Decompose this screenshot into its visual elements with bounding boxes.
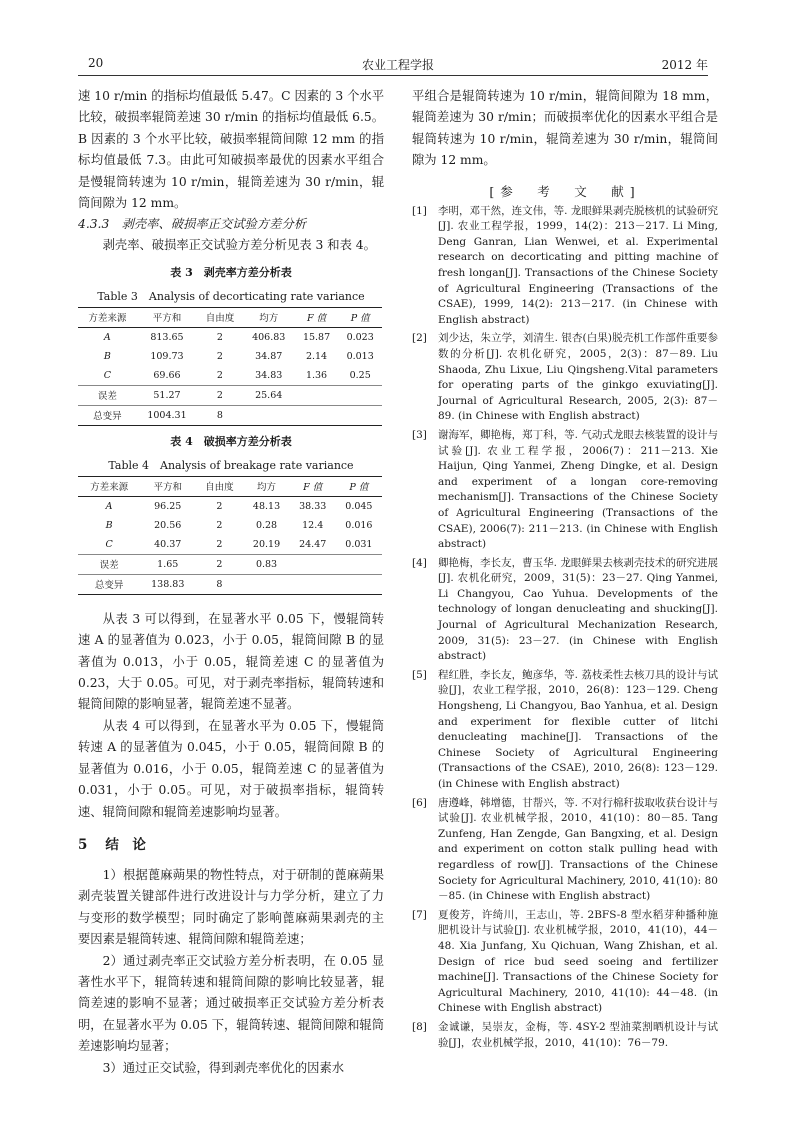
table-cell: 1.65 [140, 554, 195, 574]
table-row [78, 366, 382, 386]
col-header: F 值 [303, 482, 323, 494]
reference-item [412, 796, 718, 905]
table-cell [243, 405, 295, 425]
table-cell: 25.64 [243, 385, 295, 405]
reference-item [412, 1020, 718, 1051]
table-cell: 20.19 [252, 538, 281, 550]
table4-title-cn: 表 4 破损率方差分析表 [170, 434, 292, 448]
table-cell: 69.66 [153, 369, 181, 381]
table-cell [338, 405, 382, 425]
journal-year: 2012 年 [661, 58, 708, 72]
table-cell: A [103, 331, 111, 343]
reference-number: [6] [412, 796, 427, 809]
table-cell: 0.013 [346, 350, 374, 362]
col-header: 方差来源 [88, 313, 127, 325]
reference-number: [1] [412, 204, 427, 217]
table-cell [243, 574, 289, 594]
conclusion-1: 1）根据蓖麻蒴果的物性特点，对于研制的蓖麻蒴果剥壳装置关键部件进行改进设计与力学分析，建立了力与变形的数学模型；同时确定了影响蓖麻蒴果剥壳的主要因素是辊筒转速、辊筒间隙和辊筒差速； [78, 867, 384, 947]
table-cell: 38.33 [299, 500, 327, 512]
table-cell: 20.56 [154, 519, 182, 531]
reference-number: [7] [412, 908, 427, 921]
col-header: 平方和 [152, 313, 182, 325]
table-row [78, 574, 382, 594]
table3 [78, 307, 382, 426]
table4 [78, 476, 382, 595]
table-cell: 总变异 [78, 574, 140, 594]
subsection-text: 剥壳率、破损率正交试验方差分析见表 3 和表 4。 [102, 238, 376, 253]
table-row [78, 405, 382, 425]
col-header: 自由度 [205, 313, 235, 325]
table-cell: 1.36 [305, 369, 328, 381]
table-cell [295, 385, 339, 405]
reference-item [412, 908, 718, 1017]
section5-number: 5 [78, 836, 88, 853]
col-header: 自由度 [205, 482, 234, 494]
table-row [78, 554, 382, 574]
col-header: P 值 [349, 482, 369, 494]
reference-text: 金诚谦，吴崇友，金梅，等. 4SY-2 型油菜割晒机设计与试验[J]，农业机械学报，2010，41(10)：76－79. [438, 1020, 718, 1049]
intro-paragraph: 速 10 r/min 的指标均值最低 5.47。C 因素的 3 个水平比较，破损率辊筒差速 30 r/min 的指标均值最低 6.5。B 因素的 3 个水平比较，破损率辊筒间隙 12 mm 的指标均值最低 7.3。由此可知破损率最优的因素水平组合是慢辊筒转速为 10 r/min，辊筒差速为 30 r/min，辊筒间隙为 12 mm。 [78, 89, 384, 211]
table-header-row [78, 307, 382, 327]
table-cell: 0.031 [345, 538, 373, 550]
right-column [412, 86, 718, 1054]
table-cell: 0.25 [349, 369, 371, 381]
table-cell [336, 554, 382, 574]
header-rule [78, 75, 708, 76]
table-cell: 误差 [78, 554, 140, 574]
table-cell: 1004.31 [137, 405, 198, 425]
references-title: [参 考 文 献] [489, 183, 641, 199]
reference-number: [5] [412, 668, 427, 681]
col-header: 均方 [259, 313, 279, 325]
table-row [78, 535, 382, 555]
reference-text: 卿艳梅，李长友，曹玉华. 龙眼鲜果去核剥壳技术的研究进展[J]. 农机化研究，2009，31(5)：23－27. Qing Yanmei, Li Changyou, Cao Yuhua. Developments of the technology of longan denucleating and shucking[J]. Journal of Agricultural Mechanization Research, 2009, 31(5): 23－27. (in Chinese with English abstract) [438, 556, 718, 663]
table-cell: 0.045 [345, 500, 373, 512]
table-row [78, 327, 382, 347]
reference-text: 夏俊芳，许绮川，王志山，等. 2BFS-8 型水稻芽种播种施肥机设计与试验[J]. 农业机械学报，2010，41(10)，44－48. Xia Junfang, Xu Qichuan, Wang Zhishan, et al. Design of rice bud seed soeing and fertilizer machine[J]. Transactions of the Chinese Society for Agricultural Machinery, 2010, 41(10): 44－48. (in Chinese with English abstract) [438, 908, 718, 1015]
table-header-row [78, 476, 382, 496]
table-cell: 误差 [78, 385, 137, 405]
reference-item [412, 331, 718, 425]
table3-title-en: Table 3 Analysis of decorticating rate variance [97, 289, 365, 303]
table-cell: 12.4 [302, 519, 324, 531]
table-cell [338, 385, 382, 405]
page-number: 20 [88, 56, 104, 70]
table-cell: 8 [195, 574, 243, 594]
table-cell: 24.47 [299, 538, 327, 550]
table-cell: 15.87 [302, 331, 331, 343]
reference-item [412, 668, 718, 793]
table-cell: 34.83 [255, 369, 283, 381]
table-row [78, 516, 382, 535]
table-cell: 0.83 [243, 554, 289, 574]
reference-number: [8] [412, 1020, 427, 1033]
table-cell: 40.37 [154, 538, 182, 550]
table-row [78, 347, 382, 366]
col-header: 平方和 [153, 482, 182, 494]
col-header: F 值 [306, 313, 327, 325]
table3-discussion: 从表 3 可以得到，在显著水平 0.05 下，慢辊筒转速 A 的显著值为 0.023，小于 0.05，辊筒间隙 B 的显著值为 0.013，小于 0.05，辊筒差速 C 的显著值为 0.23，大于 0.05。可见，对于剥壳率指标，辊筒转速和辊筒间隙的影响显著，辊筒差速不显著。 [78, 611, 384, 712]
reference-item [412, 428, 718, 553]
table4-discussion: 从表 4 可以得到，在显著水平为 0.05 下，慢辊筒转速 A 的显著值为 0.045，小于 0.05，辊筒间隙 B 的显著值为 0.016，小于 0.05，辊筒差速 C 的显著值为 0.031，小于 0.05。可见，对于破损率指标，辊筒转速、辊筒间隙和辊筒差速影响均显著。 [78, 718, 384, 819]
reference-number: [2] [412, 332, 427, 345]
reference-text: 程红胜，李长友，鲍彦华，等. 荔枝柔性去核刀具的设计与试验[J]，农业工程学报，2010，26(8)：123－129. Cheng Hongsheng, Li Changyou, Bao Yanhua, et al. Design and experiment for flexible cutter of litchi denucleating machine[J]. Transactions of the Chinese Society of Agricultural Engineering (Transactions of the CSAE), 2010, 26(8): 123－129. (in Chinese with English abstract) [438, 668, 718, 790]
conclusion-2: 2）通过剥壳率正交试验方差分析表明，在 0.05 显著性水平下，辊筒转速和辊筒间隙的影响比较显著，辊筒差速的影响不显著；通过破损率正交试验方差分析表明，在显著水平为 0.05 下，辊筒转速、辊筒间隙和辊筒差速影响均显著； [78, 953, 384, 1054]
table-cell: 51.27 [137, 385, 198, 405]
conclusion-continuation: 平组合是辊筒转速为 10 r/min，辊筒间隙为 18 mm，辊筒差速为 30 r/min；而破损率优化的因素水平组合是辊筒转速为 10 r/min，辊筒差速为 30 r/min，辊筒间隙为 12 mm。 [412, 89, 718, 168]
reference-number: [3] [412, 428, 427, 441]
table-cell: 2 [216, 331, 223, 343]
col-header: 均方 [257, 482, 277, 494]
subsection-heading: 4.3.3 剥壳率、破损率正交试验方差分析 [78, 217, 307, 232]
table-cell: 总变异 [78, 405, 137, 425]
table-cell: 0.023 [346, 331, 374, 343]
table-cell: B [105, 519, 113, 531]
journal-name: 农业工程学报 [361, 58, 434, 72]
conclusion-3: 3）通过正交试验，得到剥壳率优化的因素水 [102, 1060, 345, 1075]
table-cell: B [103, 350, 111, 362]
table-cell: 34.87 [255, 350, 283, 362]
table-cell: 2.14 [305, 350, 328, 362]
table-cell: 813.65 [150, 331, 184, 343]
table-cell: 0.28 [255, 519, 278, 531]
table-cell: C [103, 369, 111, 381]
table-cell: 2 [216, 369, 223, 381]
table4-title-en: Table 4 Analysis of breakage rate variance [108, 458, 354, 472]
table-cell: 8 [197, 405, 242, 425]
table-cell [295, 405, 339, 425]
table-cell: A [105, 500, 113, 512]
table-cell: 2 [216, 350, 223, 362]
table-cell: 2 [216, 500, 223, 512]
reference-item [412, 556, 718, 665]
table-row [78, 385, 382, 405]
table-cell: 96.25 [154, 500, 182, 512]
table-cell: 138.83 [140, 574, 195, 594]
table-cell: C [105, 538, 113, 550]
table-cell: 2 [197, 385, 242, 405]
reference-item [412, 204, 718, 329]
section5-title: 结 论 [105, 836, 146, 853]
table-cell: 2 [195, 554, 243, 574]
reference-text: 唐遵峰，韩增德，甘帮兴，等. 不对行棉秆拔取收获台设计与试验[J]. 农业机械学报，2010，41(10)：80－85. Tang Zunfeng, Han Zengde, Gan Bangxing, et al. Design and experiment on cotton stalk pulling head with regardless of row[J]. Transactions of the Chinese Society for Agricultural Machinery, 2010, 41(10): 80－85. (in Chinese with English abstract) [438, 796, 718, 903]
table-cell: 406.83 [252, 331, 286, 343]
reference-text: 李明，邓干然，连文伟，等. 龙眼鲜果剥壳脱核机的试验研究[J]. 农业工程学报，1999，14(2)：213－217. Li Ming, Deng Ganran, Lian Wenwei, et al. Experimental research on decorticating and pitting machine of fresh longan[J]. Transactions of the Chinese Society of Agricultural Engineering (Transactions of the CSAE), 1999, 14(2): 213－217. (in Chinese with English abstract) [438, 204, 718, 326]
col-header: P 值 [350, 313, 370, 325]
table-cell: 48.13 [252, 500, 281, 512]
table-cell [290, 574, 336, 594]
table-cell: 2 [216, 519, 223, 531]
table-cell: 2 [216, 538, 223, 550]
table-cell [336, 574, 382, 594]
col-header: 方差来源 [90, 482, 129, 494]
table3-title-cn: 表 3 剥壳率方差分析表 [170, 265, 292, 279]
table-row [78, 496, 382, 516]
running-header [88, 56, 708, 76]
table-cell: 109.73 [150, 350, 184, 362]
section5-heading [78, 835, 384, 855]
table-cell [290, 554, 336, 574]
reference-text: 刘少达，朱立学，刘清生. 银杏(白果)脱壳机工作部件重要参数的分析[J]. 农机化研究，2005，2(3)：87－89. Liu Shaoda, Zhu Lixue, Liu Qingsheng.Vital parameters for operating parts of the ginkgo exuviating[J]. Journal of Agricultural Research, 2005, 2(3): 87－89. (in Chinese with English abstract) [438, 332, 718, 423]
left-column [78, 86, 384, 1079]
table-cell: 0.016 [345, 519, 373, 531]
reference-number: [4] [412, 556, 427, 569]
reference-text: 谢海军，卿艳梅，郑丁科，等. 气动式龙眼去核装置的设计与试验[J]. 农业工程学报，2006(7)：211－213. Xie Haijun, Qing Yanmei, Zheng Dingke, et al. Design and experiment of a longan core-removing mechanism[J]. Transactions of the Chinese Society of Agricultural Engineering (Transactions of the CSAE), 2006(7): 211－213. (in Chinese with English abstract) [438, 428, 718, 551]
